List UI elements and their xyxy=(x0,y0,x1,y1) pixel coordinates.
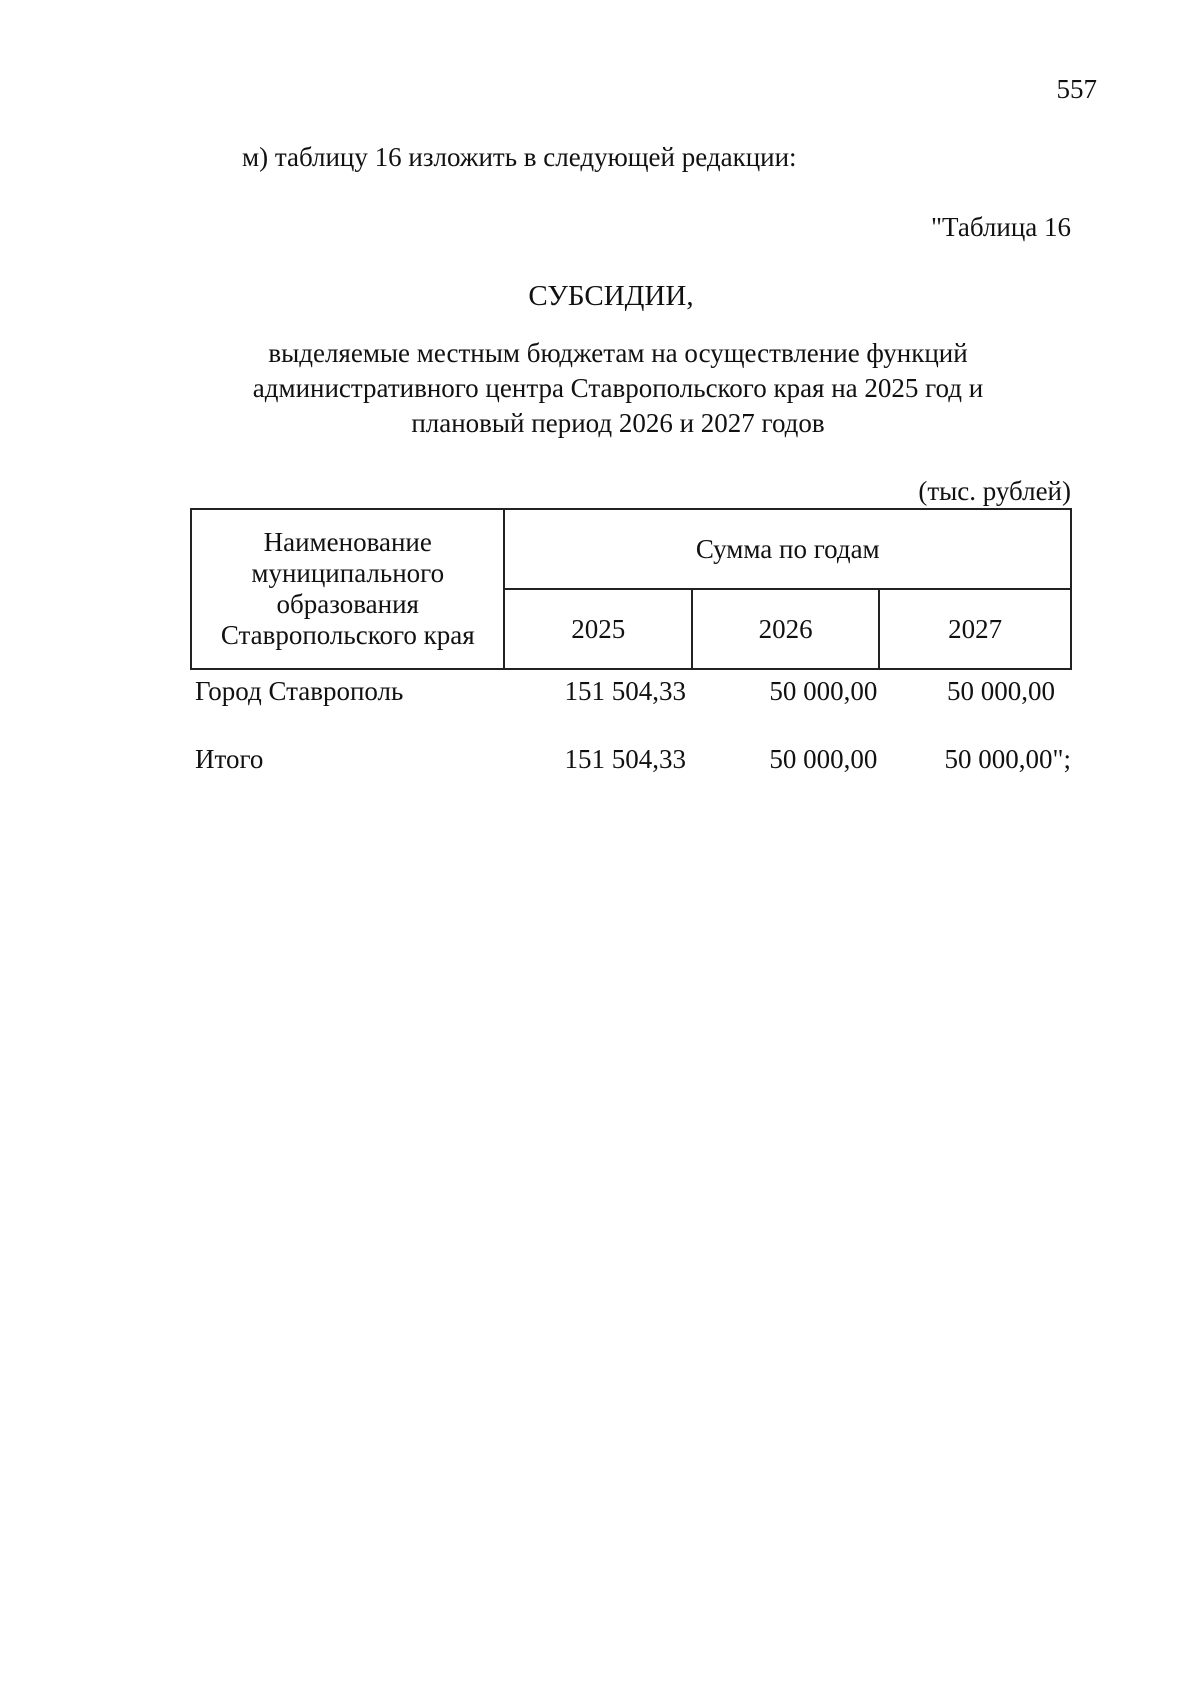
row-value-2027: 50 000,00 xyxy=(947,676,1055,706)
intro-paragraph: м) таблицу 16 изложить в следующей редакции: xyxy=(242,142,797,172)
table-row-total xyxy=(191,728,1071,792)
row-value-2025: 151 504,33 xyxy=(564,744,686,774)
row-value-2026: 50 000,00 xyxy=(769,744,878,774)
table-row xyxy=(191,669,1071,728)
header-municipality-name: Наименование муниципального образования Ставропольского края xyxy=(191,509,504,669)
subtitle-line: плановый период 2026 и 2027 годов xyxy=(411,408,825,438)
subtitle-line: административного центра Ставропольского края на 2025 год и xyxy=(252,373,984,403)
row-value-2025: 151 504,33 xyxy=(564,676,686,706)
page-number: 557 xyxy=(1056,74,1097,104)
document-title: СУБСИДИИ, xyxy=(528,280,694,312)
row-name: Итого xyxy=(195,744,264,774)
subsidies-table xyxy=(190,508,1072,792)
row-value-2027: 50 000,00"; xyxy=(944,744,1071,774)
header-year-2027: 2027 xyxy=(879,589,1071,669)
table-header-row xyxy=(191,509,1071,589)
subtitle-line: выделяемые местным бюджетам на осуществление функций xyxy=(268,338,968,368)
units-label: (тыс. рублей) xyxy=(918,476,1071,506)
row-value-2026: 50 000,00 xyxy=(769,676,878,706)
header-sum-by-years: Сумма по годам xyxy=(504,509,1071,589)
header-year-2025: 2025 xyxy=(504,589,691,669)
header-year-2026: 2026 xyxy=(692,589,879,669)
document-subtitle xyxy=(200,336,1036,441)
table-reference: "Таблица 16 xyxy=(931,212,1071,242)
row-name: Город Ставрополь xyxy=(195,676,404,706)
